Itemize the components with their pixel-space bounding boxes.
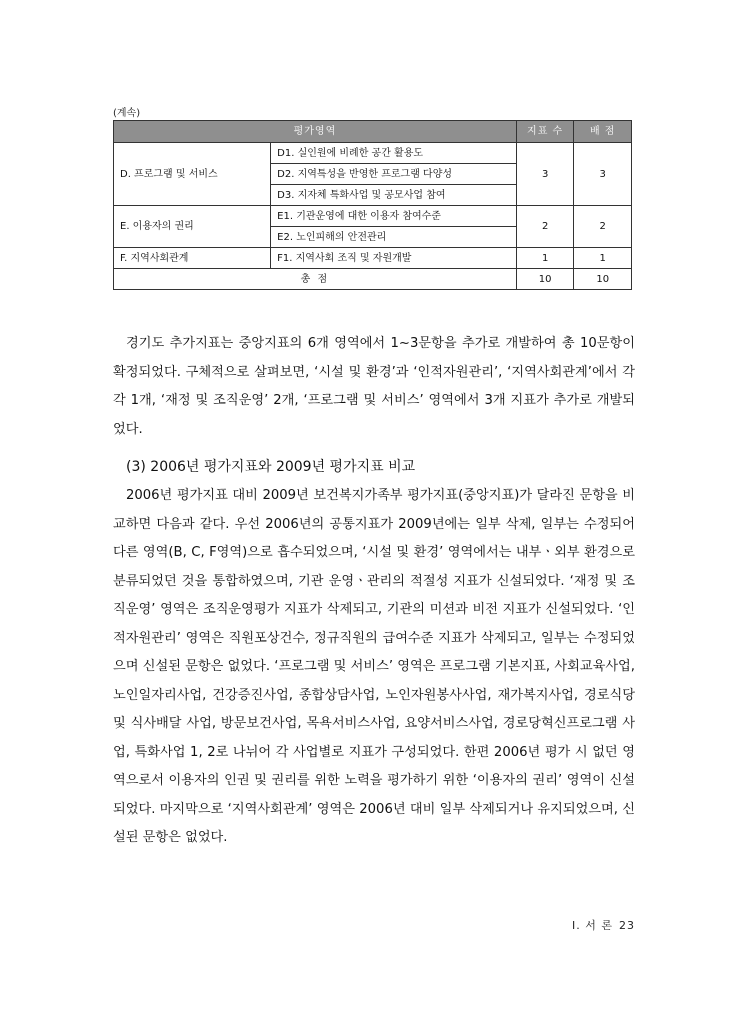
item-cell: F1. 지역사회 조직 및 자원개발	[271, 248, 517, 269]
item-cell: D3. 지자체 특화사업 및 공모사업 참여	[271, 185, 517, 206]
table-header-row	[114, 121, 632, 143]
header-area: 평가영역	[114, 121, 517, 143]
table-total-row	[114, 269, 632, 290]
item-cell: E2. 노인피해의 안전관리	[271, 227, 517, 248]
item-cell: E1. 기관운영에 대한 이용자 참여수준	[271, 206, 517, 227]
page-footer	[572, 917, 635, 933]
header-indicator-count: 지표 수	[516, 121, 574, 143]
paragraph-comparison: 2006년 평가지표 대비 2009년 보건복지가족부 평가지표(중앙지표)가 달라진 문항을 비교하면 다음과 같다. 우선 2006년의 공통지표가 2009년에는 일부 삭제, 일부는 수정되어 다른 영역(B, C, F영역)으로 흡수되었으며, ‘시설 및 환경’ 영역에서는 내부ㆍ외부 환경으로 분류되었던 것을 통합하였으며, 기관 운영ㆍ관리의 적절성 지표가 신설되었다. ‘재정 및 조직운영’ 영역은 조직운영평가 지표가 삭제되고, 기관의 미션과 비전 지표가 신설되었다. ‘인적자원관리’ 영역은 직원포상건수, 정규직원의 급여수준 지표가 삭제되고, 일부는 수정되었으며 신설된 문항은 없었다. ‘프로그램 및 서비스’ 영역은 프로그램 기본지표, 사회교육사업, 노인일자리사업, 건강증진사업, 종합상담사업, 노인자원봉사사업, 재가복지사업, 경로식당 및 식사배달 사업, 방문보건사업, 목욕서비스사업, 요양서비스사업, 경로당혁신프로그램 사업, 특화사업 1, 2로 나뉘어 각 사업별로 지표가 구성되었다. 한편 2006년 평가 시 없던 영역으로서 이용자의 인권 및 권리를 위한 노력을 평가하기 위한 ‘이용자의 권리’ 영역이 신설되었다. 마지막으로 ‘지역사회관계’ 영역은 2006년 대비 일부 삭제되거나 유지되었으며, 신설된 문항은 없었다.	[113, 488, 635, 845]
indicator-count-cell: 2	[516, 206, 574, 248]
indicator-count-cell: 1	[516, 248, 574, 269]
score-cell: 1	[574, 248, 632, 269]
evaluation-table	[113, 120, 632, 290]
table-row	[114, 206, 632, 227]
body-text	[113, 330, 635, 853]
chapter-label: Ⅰ. 서 론	[572, 919, 613, 932]
total-label: 총 점	[114, 269, 517, 290]
score-cell: 3	[574, 143, 632, 206]
area-cell: E. 이용자의 권리	[114, 206, 271, 248]
score-cell: 2	[574, 206, 632, 248]
total-score: 10	[574, 269, 632, 290]
table-row	[114, 248, 632, 269]
item-cell: D1. 실인원에 비례한 공간 활용도	[271, 143, 517, 164]
table-row	[114, 143, 632, 164]
total-indicator-count: 10	[516, 269, 574, 290]
indicator-count-cell: 3	[516, 143, 574, 206]
section-heading: (3) 2006년 평가지표와 2009년 평가지표 비교	[126, 459, 416, 475]
page-number: 23	[619, 919, 635, 932]
continued-label: (계속)	[113, 108, 141, 119]
item-cell: D2. 지역특성을 반영한 프로그램 다양성	[271, 164, 517, 185]
header-score: 배 점	[574, 121, 632, 143]
area-cell: F. 지역사회관계	[114, 248, 271, 269]
area-cell: D. 프로그램 및 서비스	[114, 143, 271, 206]
paragraph-gyeonggi-indicators: 경기도 추가지표는 중앙지표의 6개 영역에서 1~3문항을 추가로 개발하여 총 10문항이 확정되었다. 구체적으로 살펴보면, ‘시설 및 환경’과 ‘인적자원관리’, ‘지역사회관계’에서 각각 1개, ‘재정 및 조직운영’ 2개, ‘프로그램 및 서비스’ 영역에서 3개 지표가 추가로 개발되었다.	[113, 336, 635, 437]
